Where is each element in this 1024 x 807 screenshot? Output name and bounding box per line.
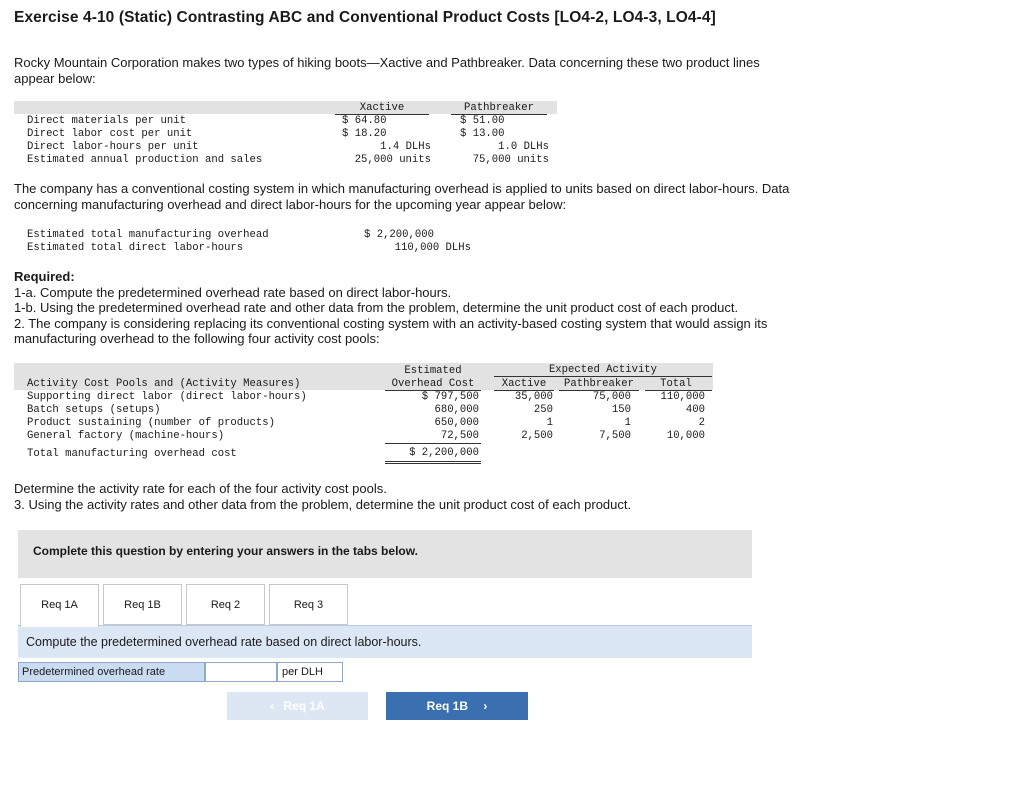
question-band [18, 625, 752, 658]
cell-total: 2 [698, 417, 705, 429]
tab-req-3[interactable]: Req 3 [269, 584, 348, 625]
pool-label: Product sustaining (number of products) [27, 417, 275, 429]
pool-label: Supporting direct labor (direct labor-hours) [27, 391, 307, 403]
row-label: Estimated total direct labor-hours [27, 242, 244, 254]
chevron-right-icon: › [483, 699, 488, 713]
total-label: Total manufacturing overhead cost [27, 448, 237, 460]
cell-xactive: 2,500 [521, 430, 553, 442]
cell-pathbreaker: $ 51.00 [460, 115, 505, 127]
col-header-expected-activity: Expected Activity [494, 364, 712, 377]
cell-cost: 650,000 [434, 417, 479, 429]
cell-total: 400 [685, 404, 705, 416]
cell-pathbreaker: 150 [611, 404, 631, 416]
cell-xactive: 1.4 DLHs [380, 141, 431, 153]
divider [385, 443, 481, 444]
col-header-pathbreaker: Pathbreaker [464, 102, 534, 114]
cell-value: 110,000 DLHs [394, 242, 471, 254]
required-item: 1-a. Compute the predetermined overhead rate based on direct labor-hours. [14, 284, 452, 300]
cell-total: 10,000 [666, 430, 705, 442]
pool-label: General factory (machine-hours) [27, 430, 225, 442]
tab-req-1a[interactable]: Req 1A [20, 584, 99, 627]
col-header-xactive: Xactive [359, 102, 405, 114]
col-header-overhead-cost: Overhead Cost [391, 378, 475, 390]
overhead-intro-line: The company has a conventional costing system in which manufacturing overhead is applied to units based on direct labor-hours. Data [14, 181, 790, 196]
intro-text [14, 55, 824, 86]
cell-value: $ 2,200,000 [364, 229, 434, 241]
cell-pathbreaker: 75,000 units [472, 154, 549, 166]
required-section [14, 269, 834, 347]
row-label: Direct labor cost per unit [27, 128, 193, 140]
prev-button-label: Req 1A [283, 699, 325, 713]
cell-xactive: 25,000 units [354, 154, 431, 166]
answer-unit: per DLH [277, 662, 343, 682]
cell-pathbreaker: 7,500 [599, 430, 631, 442]
chevron-left-icon: ‹ [270, 699, 275, 713]
cell-pathbreaker: $ 13.00 [460, 128, 505, 140]
col-header-pathbreaker: Pathbreaker [564, 378, 634, 390]
prev-button[interactable] [227, 692, 368, 720]
row-label: Direct materials per unit [27, 115, 186, 127]
col-header-pools: Activity Cost Pools and (Activity Measures) [27, 378, 301, 390]
cell-xactive: $ 18.20 [342, 128, 387, 140]
next-button-label: Req 1B [426, 699, 468, 713]
cell-xactive: 250 [533, 404, 553, 416]
col-header-estimated: Estimated [404, 365, 462, 377]
overhead-intro-text [14, 181, 844, 212]
tab-req-1b[interactable]: Req 1B [103, 584, 182, 625]
instruction-box [18, 530, 752, 578]
double-underline [385, 461, 481, 464]
required-heading: Required: [14, 269, 75, 284]
total-value: $ 2,200,000 [409, 447, 479, 459]
required-item: 2. The company is considering replacing its conventional costing system with an activity-based costing system that would assign its [14, 315, 768, 331]
col-header-xactive: Xactive [501, 378, 547, 390]
overhead-rate-input[interactable] [205, 662, 277, 682]
page-title: Exercise 4-10 (Static) Contrasting ABC and Conventional Product Costs [LO4-2, LO4-3, LO4-4] [14, 9, 716, 26]
overhead-intro-line: concerning manufacturing overhead and direct labor-hours for the upcoming year appear below: [14, 196, 567, 212]
cell-xactive: $ 64.80 [342, 115, 387, 127]
tab-req-2[interactable]: Req 2 [186, 584, 265, 625]
intro-line: appear below: [14, 70, 96, 86]
answer-label: Predetermined overhead rate [18, 662, 205, 682]
cell-pathbreaker: 1 [624, 417, 631, 429]
cell-pathbreaker: 75,000 [592, 391, 631, 403]
pool-label: Batch setups (setups) [27, 404, 161, 416]
after-table-text [14, 481, 824, 512]
cell-total: 110,000 [660, 391, 705, 403]
col-header-total: Total [660, 378, 692, 390]
instruction-text: Complete this question by entering your answers in the tabs below. [33, 544, 418, 558]
next-button[interactable] [386, 692, 528, 720]
intro-line: Rocky Mountain Corporation makes two types of hiking boots—Xactive and Pathbreaker. Data concerning these two product lines [14, 55, 760, 70]
after-table-line: 3. Using the activity rates and other data from the problem, determine the unit product cost of each product. [14, 496, 632, 512]
row-label: Estimated total manufacturing overhead [27, 229, 269, 241]
cell-cost: 72,500 [440, 430, 479, 442]
row-label: Direct labor-hours per unit [27, 141, 199, 153]
cell-pathbreaker: 1.0 DLHs [498, 141, 549, 153]
cell-cost: 680,000 [434, 404, 479, 416]
question-text: Compute the predetermined overhead rate based on direct labor-hours. [26, 635, 422, 649]
cell-cost: $ 797,500 [421, 391, 479, 403]
required-item: manufacturing overhead to the following four activity cost pools: [14, 331, 380, 346]
cell-xactive: 1 [546, 417, 553, 429]
after-table-line: Determine the activity rate for each of the four activity cost pools. [14, 481, 387, 496]
row-label: Estimated annual production and sales [27, 154, 263, 166]
cell-xactive: 35,000 [514, 391, 553, 403]
required-item: 1-b. Using the predetermined overhead rate and other data from the problem, determine the unit product cost of each product. [14, 300, 739, 315]
